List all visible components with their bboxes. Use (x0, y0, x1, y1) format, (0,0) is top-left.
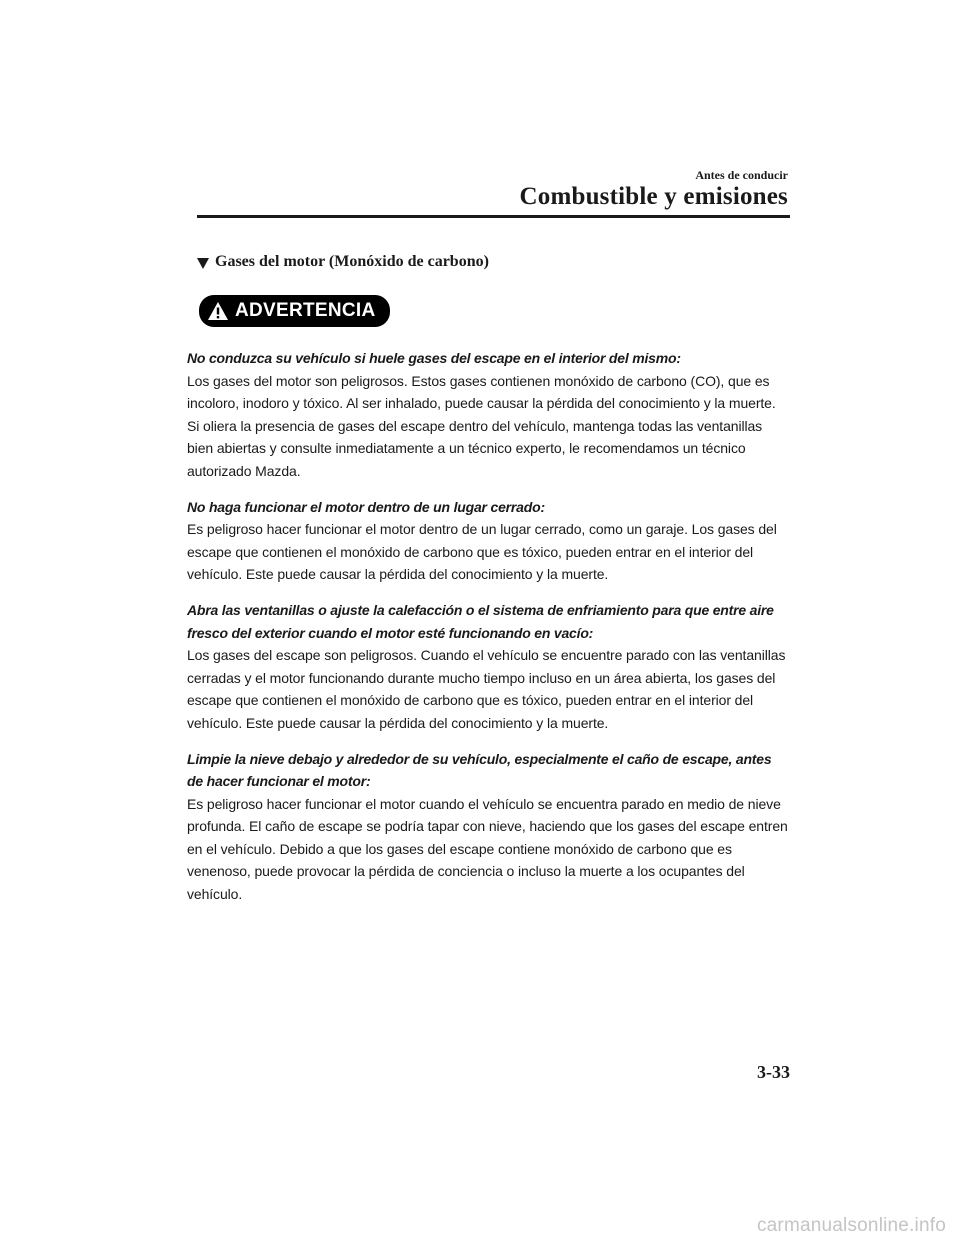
watermark: carmanualsonline.info (756, 1215, 946, 1236)
section-heading-text: Gases del motor (Monóxido de carbono) (215, 253, 489, 270)
paragraph-block (187, 347, 789, 483)
warning-label: ADVERTENCIA (235, 300, 376, 321)
triangle-down-icon (197, 258, 209, 269)
chapter-label: Antes de conducir (695, 168, 788, 182)
paragraph-body: Los gases del motor son peligrosos. Estos gases contienen monóxido de carbono (CO), que es incoloro, inodoro y tóxico. Al ser inhalado, puede causar la pérdida del conocimiento y la muerte. Si oliera la presencia de gases del escape dentro del vehículo, mantenga todas las ventanillas bien abiertas y consulte inmediatamente a un técnico experto, le recomendamos un técnico autorizado Mazda. (187, 372, 776, 479)
paragraph-block (187, 748, 789, 906)
paragraph-body: Es peligroso hacer funcionar el motor cuando el vehículo se encuentra parado en medio de nieve profunda. El caño de escape se podría tapar con nieve, haciendo que los gases del escape entren en el vehículo. Debido a que los gases del escape contiene monóxido de carbono que es venenoso, puede provocar la pérdida de conciencia o incluso la muerte a los ocupantes del vehículo. (187, 795, 788, 903)
paragraph-title: Abra las ventanillas o ajuste la calefacción o el sistema de enfriamiento para que entre aire fresco del exterior cuando el motor esté funcionando en vacío: (187, 601, 774, 641)
section-heading (197, 253, 489, 271)
page-title: Combustible y emisiones (519, 183, 788, 210)
paragraph-block (187, 496, 789, 586)
warning-triangle-icon (207, 301, 229, 321)
paragraph-block (187, 599, 789, 735)
warning-badge (199, 295, 390, 327)
paragraph-body: Es peligroso hacer funcionar el motor dentro de un lugar cerrado, como un garaje. Los gases del escape que contienen el monóxido de carbono que es tóxico, pueden entrar en el interior del vehículo. Este puede causar la pérdida del conocimiento y la muerte. (187, 521, 777, 583)
paragraph-title: No haga funcionar el motor dentro de un lugar cerrado: (187, 498, 545, 515)
paragraph-title: Limpie la nieve debajo y alrededor de su vehículo, especialmente el caño de escape, antes de hacer funcionar el motor: (187, 750, 772, 790)
paragraph-body: Los gases del escape son peligrosos. Cuando el vehículo se encuentre parado con las ventanillas cerradas y el motor funcionando durante mucho tiempo incluso en un área abierta, los gases del escape que contienen el monóxido de carbono que es tóxico, pueden entrar en el interior del vehículo. Este puede causar la pérdida del conocimiento y la muerte. (187, 647, 786, 731)
paragraph-title: No conduzca su vehículo si huele gases del escape en el interior del mismo: (187, 350, 681, 366)
page-number: 3-33 (757, 1062, 790, 1082)
header-divider (197, 215, 790, 218)
warning-content (187, 347, 789, 919)
